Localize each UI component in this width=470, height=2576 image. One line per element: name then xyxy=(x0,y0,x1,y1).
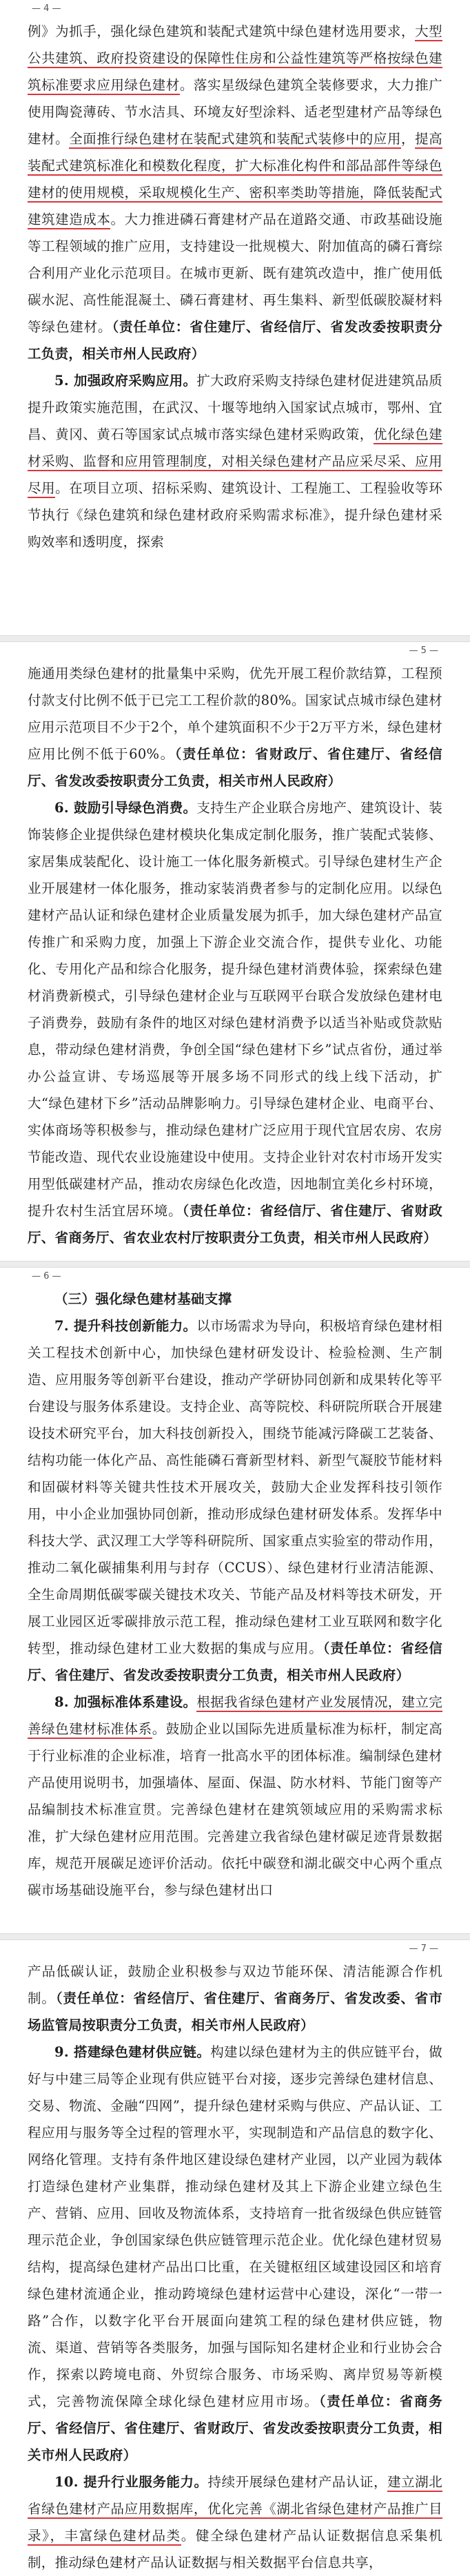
document-page-4 xyxy=(0,0,470,635)
underlined-text: 全面推行绿色建材在装配式建筑和装配式装修中的应用 xyxy=(69,131,401,149)
document-page-7 xyxy=(0,1940,470,2568)
paragraph: 5. 加强政府采购应用。扩大政府采购支持绿色建材促进建筑品质提升政策实施范围，在武汉、十堰等地纳入国家试点城市，鄂州、宜昌、黄冈、黄石等国家试点城市落实绿色建材采购政策，优化绿色建材采购、监督和应用管理制度，对相关绿色建材产品应采尽采、应用尽用。在项目立项、招标采购、建筑设计、工程施工、工程验收等环节执行《绿色建筑和绿色建材政府采购需求标准》，提升绿色建材采购效率和透明度，探索 xyxy=(28,373,442,550)
underlined-text: 建立湖北省绿色建材产品应用数据库，优化完善《湖北省绿色建材产品推广目录》，丰富绿色建材品类 xyxy=(28,2474,442,2546)
paragraph-heading: 9. 搭建绿色建材供应链。 xyxy=(54,2044,211,2060)
paragraph: 施通用类绿色建材的批量集中采购，优先开展工程价款结算，工程预付款支付比例不低于已完工工程价款的80%。国家试点城市绿色建材应用示范项目不少于2个，单个建筑面积不少于2万平方米，绿色建材应用比例不低于60%。（责任单位：省财政厅、省住建厅、省经信厅、省发改委按职责分工负责，相关市州人民政府） xyxy=(28,666,442,789)
underlined-text: 提高装配式建筑标准化和模数化程度，扩大标准化构件和部品部件等绿色建材的使用规模，采取规模化生产、密积率类助等措施，降低装配式建筑建造成本 xyxy=(28,131,442,229)
paragraph: 7. 提升科技创新能力。以市场需求为导向，积极培育绿色建材相关工程技术创新中心，加快绿色建材研发设计、检验检测、生产制造、应用服务等创新平台建设，推动产学研协同创新和成果转化等平台建设与服务体系建设。支持企业、高等院校、科研院所联合开展建设技术研究平台，加大科技创新投入，围绕节能减污降碳工艺装备、结构功能一体化产品、高性能磷石膏新型材料、新型气凝胶节能材料和固碳材料等关键共性技术开展攻关，鼓励大企业发挥科技引领作用，中小企业加强协同创新，推动形成绿色建材研发体系。发挥华中科技大学、武汉理工大学等科研院所、国家重点实验室的带动作用，推动二氧化碳捕集利用与封存（CCUS）、绿色建材行业清洁能源、全生命周期低碳零碳关键技术攻关、节能产品及材料等技术研发，开展工业园区近零碳排放示范工程，推动绿色建材工业互联网和数字化转型，推动绿色建材工业大数据的集成与应用。（责任单位：省经信厅、省住建厅、省发改委按职责分工负责，相关市州人民政府） xyxy=(28,1318,442,1683)
paragraph: 例》为抓手，强化绿色建筑和装配式建筑中绿色建材选用要求，大型公共建筑、政府投资建设的保障性住房和公益性建筑等严格按绿色建筑标准要求应用绿色建材。落实星级绿色建筑全装修要求，大力推广使用陶瓷薄砖、节水洁具、环境友好型涂料、适老型建材产品等绿色建材。全面推行绿色建材在装配式建筑和装配式装修中的应用，提高装配式建筑标准化和模数化程度，扩大标准化构件和部品部件等绿色建材的使用规模，采取规模化生产、密积率类助等措施，降低装配式建筑建造成本。大力推进磷石膏建材产品在道路交通、市政基础设施等工程领域的推广应用，支持建设一批规模大、附加值高的磷石膏综合利用产业化示范项目。在城市更新、既有建筑改造中，推广使用低碳水泥、高性能混凝土、磷石膏建材、再生集料、新型低碳胶凝材料等绿色建材。（责任单位：省住建厅、省经信厅、省发改委按职责分工负责，相关市州人民政府） xyxy=(28,23,442,362)
responsibility-note: （责任单位：省经信厅、省住建厅、省发改委按职责分工负责，相关市州人民政府） xyxy=(28,1640,442,1683)
document-page-5 xyxy=(0,642,470,1261)
paragraph-heading: 5. 加强政府采购应用。 xyxy=(54,373,197,389)
page-separator xyxy=(0,1261,470,1268)
paragraph-heading: 8. 加强标准体系建设。 xyxy=(54,1694,197,1710)
paragraph-heading: 10. 提升行业服务能力。 xyxy=(54,2474,208,2490)
page-number: — 4 — xyxy=(32,3,61,14)
section-title: （三）强化绿色建材基础支撑 xyxy=(54,1291,232,1307)
page-number: — 7 — xyxy=(409,1944,438,1954)
underlined-text: 大型公共建筑、政府投资建设的保障性住房和公益性建筑等严格按绿色建筑标准要求应用绿色建材 xyxy=(28,23,442,95)
page-separator xyxy=(0,635,470,642)
paragraph: 6. 鼓励引导绿色消费。支持生产企业联合房地产、建筑设计、装饰装修企业提供绿色建材模块化集成定制化服务，推广装配式装修、家居集成装配化、设计施工一体化服务新模式。引导绿色建材生产企业开展建材一体化服务，推动家装消费者参与的定制化应用。以绿色建材产品认证和绿色建材企业质量发展为抓手，加大绿色建材产品宣传推广和采购力度，加强上下游企业交流合作，提供专业化、功能化、专用化产品和综合化服务，提升绿色建材消费体验，探索绿色建材消费新模式，引导绿色建材企业与互联网平台联合发放绿色建材电子消费券，鼓励有条件的地区对绿色建材消费予以适当补贴或贷款贴息，带动绿色建材消费，争创全国“绿色建材下乡”试点省份，通过举办公益宣讲、专场巡展等开展多场不同形式的线上线下活动，扩大“绿色建材下乡”活动品牌影响力。引导绿色建材企业、电商平台、实体商场等积极参与，推动绿色建材广泛应用于现代宜居农房、农房节能改造、现代农业设施建设中使用。支持企业针对农村市场开发实用型低碳建材产品，推动农房绿色化改造，因地制宜美化乡村环境，提升农村生活宜居环境。（责任单位：省经信厅、省住建厅、省财政厅、省商务厅、省农业农村厅按职责分工负责，相关市州人民政府） xyxy=(28,800,442,1246)
responsibility-note: （责任单位：省住建厅、省经信厅、省发改委按职责分工负责，相关市州人民政府） xyxy=(28,319,442,362)
paragraph: 10. 提升行业服务能力。持续开展绿色建材产品认证，建立湖北省绿色建材产品应用数据库，优化完善《湖北省绿色建材产品推广目录》，丰富绿色建材品类。健全绿色建材产品认证数据信息采集机制，推动绿色建材产品认证数据与相关数据平台信息共享， xyxy=(28,2474,443,2570)
responsibility-note: （责任单位：省商务厅、省经信厅、省住建厅、省财政厅、省发改委按职责分工负责，相关市州人民政府） xyxy=(28,2393,442,2463)
responsibility-note: （责任单位：省经信厅、省住建厅、省财政厅、省商务厅、省农业农村厅按职责分工负责，相关市州人民政府） xyxy=(28,1203,442,1246)
page-number: — 5 — xyxy=(409,646,438,656)
responsibility-note: （责任单位：省经信厅、省住建厅、省商务厅、省发改委、省市场监管局按职责分工负责，相关市州人民政府） xyxy=(28,1990,442,2033)
paragraph: 8. 加强标准体系建设。根据我省绿色建材产业发展情况，建立完善绿色建材标准体系。鼓励企业以国际先进质量标准为标杆，制定高于行业标准的企业标准，培育一批高水平的团体标准。编制绿色建材产品使用说明书，加强墙体、屋面、保温、防水材料、节能门窗等产品编制技术标准宣贯。完善绿色建材在建筑领域应用的采购需求标准，扩大绿色建材应用范围。完善建立我省绿色建材碳足迹背景数据库，规范开展碳足迹评价活动。依托中碳登和湖北碳交中心两个重点碳市场基础设施平台，参与绿色建材出口 xyxy=(28,1694,442,1898)
underlined-text: 根据我省绿色建材产业发展情况，建立完善绿色建材标准体系 xyxy=(28,1694,442,1739)
document-page-6 xyxy=(0,1268,470,1933)
paragraph-heading: 6. 鼓励引导绿色消费。 xyxy=(54,800,197,816)
paragraph: 产品低碳认证，鼓励企业积极参与双边节能环保、清洁能源合作机制。（责任单位：省经信厅、省住建厅、省商务厅、省发改委、省市场监管局按职责分工负责，相关市州人民政府） xyxy=(28,1964,442,2033)
underlined-text: 优化绿色建材采购、监督和应用管理制度，对相关绿色建材产品应采尽采、应用尽用 xyxy=(28,426,442,498)
page-separator xyxy=(0,1933,470,1940)
page-number: — 6 — xyxy=(32,1271,61,1281)
responsibility-note: （责任单位：省财政厅、省住建厅、省经信厅、省发改委按职责分工负责，相关市州人民政府） xyxy=(28,746,442,789)
paragraph-heading: 7. 提升科技创新能力。 xyxy=(54,1318,197,1334)
paragraph: 9. 搭建绿色建材供应链。构建以绿色建材为主的供应链平台，做好与中建三局等企业现有供应链平台对接，逐步完善绿色建材信息、交易、物流、金融“四网”，提升绿色建材采购与供应、产品认证、工程应用与服务等全过程的管理水平，实现制造和产品信息的数字化、网络化管理。支持有条件地区建设绿色建材产业园，以产业园为载体打造绿色建材产业集群，推动绿色建材及其上下游企业建立绿色生产、营销、应用、回收及物流体系，支持培育一批省级绿色供应链管理示范企业，争创国家绿色供应链管理示范企业。优化绿色建材贸易结构，提高绿色建材产品出口比重，在关键枢纽区域建设园区和培育绿色建材流通企业，推动跨境绿色建材运营中心建设，深化“一带一路”合作，以数字化平台开展面向建筑工程的绿色建材供应链，物流、渠道、营销等各类服务，加强与国际知名建材企业和行业协会合作，探索以跨境电商、外贸综合服务、市场采购、离岸贸易等新模式，完善物流保障全球化绿色建材应用市场。（责任单位：省商务厅、省经信厅、省住建厅、省财政厅、省发改委按职责分工负责，相关市州人民政府） xyxy=(28,2044,442,2463)
